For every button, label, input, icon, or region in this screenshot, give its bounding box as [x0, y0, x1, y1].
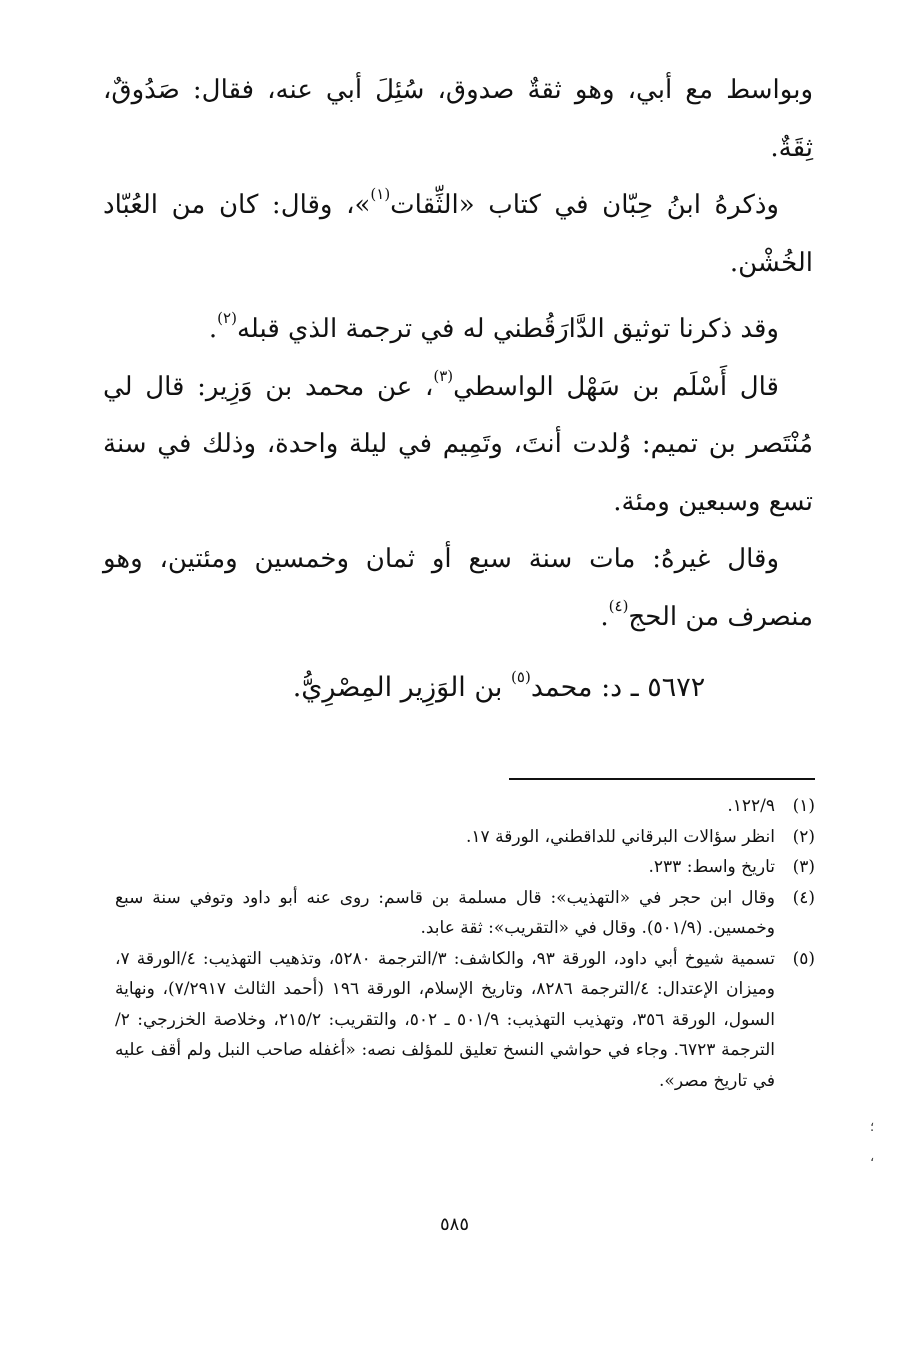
footnote-marker: (٤) [608, 596, 629, 615]
footnote-divider [509, 778, 815, 780]
footnote-text: انظر سؤالات البرقاني للداقطني، الورقة ١٧. [466, 826, 775, 847]
text-run: وقد ذكرنا توثيق الدَّارَقُطني له في ترجمة الذي قبله [236, 314, 779, 344]
footnote-text: تاريخ واسط: ٢٣٣. [648, 857, 775, 877]
text-run: . [600, 601, 609, 632]
entry-name-suffix: بن الوَزِير المِصْرِيُّ. [292, 672, 512, 703]
paragraph [103, 359, 813, 532]
footnote-number: (٤) [792, 887, 815, 908]
entry-number-and-name: ٥٦٧٢ ـ د: محمد [530, 672, 706, 703]
entry-heading [89, 668, 909, 708]
page-number: ٥٨٥ [439, 1214, 469, 1235]
text-run: »، وقال: كان من العُبّاد الخُشْن. [103, 190, 813, 278]
footnote-text: ١٢٢/٩. [727, 796, 775, 816]
text-run: وذكرهُ ابنُ حِبّان في كتاب «الثِّقات [390, 190, 779, 220]
footnote-text: تسمية شيوخ أبي داود، الورقة ٩٣، والكاشف: ٣/الترجمة ٥٢٨٠، وتذهيب التهذيب: ٤/الورقة ٧، وميزان الإعتدال: ٤/الترجمة ٨٢٨٦، وتاريخ الإسلام، الورقة ١٩٦ (أحمد الثالث ٧/٢٩١٧)، ونهاية السول، الورقة ٣٥٦، وتهذيب التهذيب: ٥٠١/٩ ـ ٥٠٢، والتقريب: ٢١٥/٢، وخلاصة الخزرجي: ٢/الترجمة ٦٧٢٣. وجاء في حواشي النسخ تعليق للمؤلف نصه: «أغفله صاحب النبل ولم أقف عليه في تاريخ مصر». [115, 948, 776, 1091]
text-run: . [208, 314, 218, 344]
text-run: ، عن محمد بن وَزِير: قال لي مُنْتَصر بن تميم: وُلدت أنتَ، وتَمِيم في ليلة واحدة، وذلك في سنة تسع وسبعين ومئة. [103, 371, 813, 517]
footnote-marker: (٣) [433, 366, 454, 385]
footnote-number: (٥) [792, 948, 815, 969]
footnote-text: وقال ابن حجر في «التهذيب»: قال مسلمة بن قاسم: روى عنه أبو داود وتوفي سنة سبع وخمسين. (٥٠١/٩). وقال في «التقريب»: ثقة عابد. [115, 887, 775, 938]
footnote-marker: (١) [370, 185, 391, 204]
footnote-number: (٣) [792, 857, 815, 877]
paragraph [103, 301, 813, 359]
footnote-number: (٢) [792, 826, 815, 847]
text-run: وبواسط مع أبي، وهو ثقةٌ صدوق، سُئِلَ أبي عنه، فقال: صَدُوقٌ، ثِقَةٌ. [103, 75, 813, 163]
footnotes-section [115, 791, 815, 1096]
main-body-text [103, 62, 813, 646]
paragraph [103, 531, 813, 646]
footnote-item [115, 883, 815, 944]
paragraph [103, 177, 813, 292]
margin-mark: ؛ [870, 1120, 875, 1135]
footnote-item [115, 944, 815, 1097]
text-run: قال أَسْلَم بن سَهْل الواسطي [453, 371, 779, 402]
text-run: وقال غيرهُ: مات سنة سبع أو ثمان وخمسين ومئتين، وهو منصرف من الحج [103, 544, 813, 632]
margin-mark: ، [870, 1150, 875, 1165]
footnote-marker: (٥) [511, 668, 531, 686]
footnote-marker: (٢) [217, 309, 237, 328]
paragraph [103, 62, 813, 177]
footnote-number: (١) [792, 796, 815, 816]
footnote-item [115, 822, 815, 853]
footnote-item [115, 791, 815, 822]
footnote-item [115, 852, 815, 883]
